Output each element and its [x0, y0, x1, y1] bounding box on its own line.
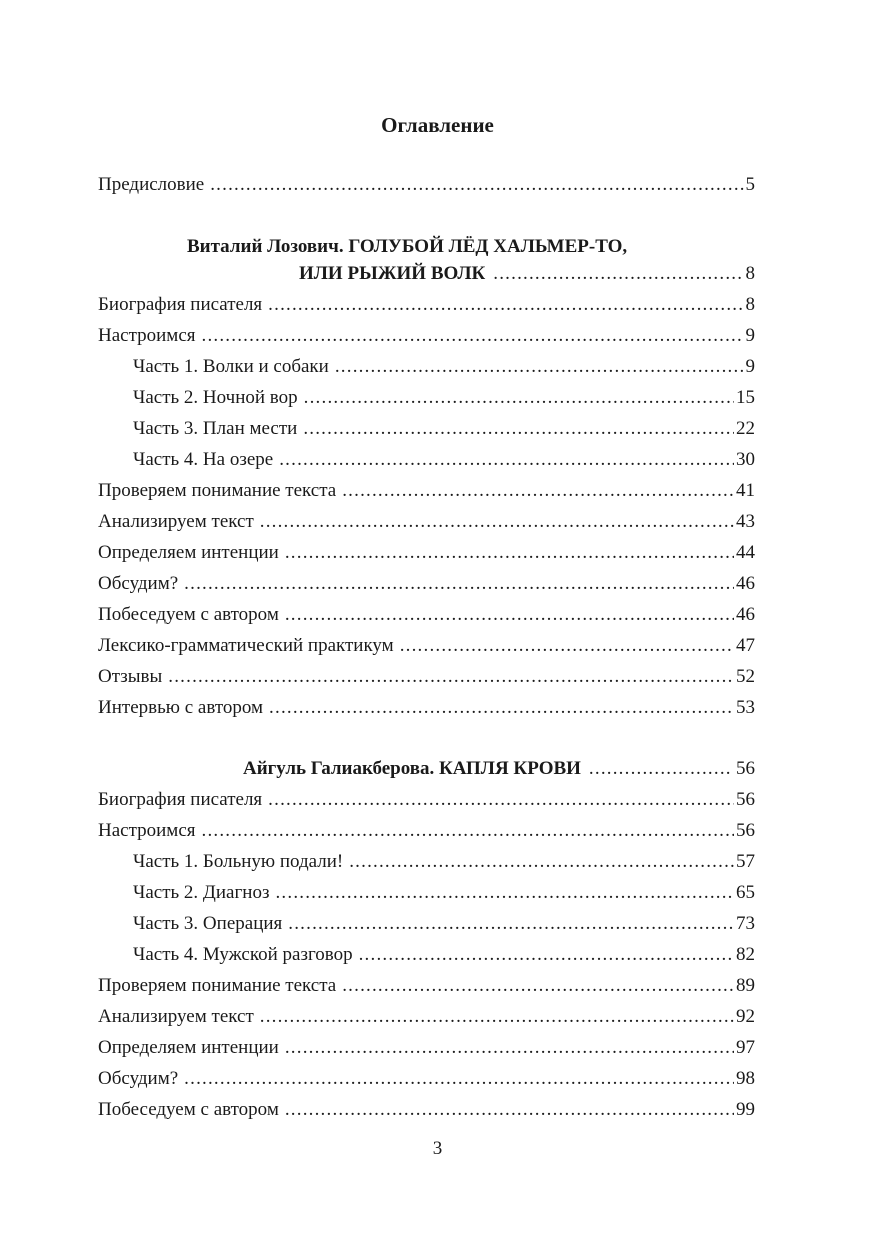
entry-label: Предисловие	[98, 174, 205, 195]
section-heading-row	[299, 260, 755, 288]
toc-entry	[98, 540, 755, 566]
toc-entry	[98, 695, 755, 721]
entry-label: Биография писателя	[98, 294, 263, 315]
dot-leader	[335, 354, 744, 380]
entry-page: 82	[736, 944, 755, 965]
dot-leader	[303, 416, 734, 442]
section-heading-row	[243, 755, 755, 783]
entry-label: Отзывы	[98, 666, 163, 687]
entry-page: 98	[736, 1068, 755, 1089]
toc-entry	[133, 849, 755, 875]
toc-entry	[133, 880, 755, 906]
toc-entry	[98, 1035, 755, 1061]
entry-page: 5	[745, 174, 755, 195]
dot-leader	[268, 787, 734, 813]
toc-entry	[133, 354, 755, 380]
page-title: Оглавление	[381, 113, 494, 137]
entry-label: Часть 1. Волки и собаки	[133, 356, 329, 377]
dot-leader	[260, 1004, 734, 1030]
toc-entry	[133, 385, 755, 411]
entry-page: 99	[736, 1099, 755, 1120]
dot-leader	[202, 323, 744, 349]
toc-entry	[133, 911, 755, 937]
entry-page: 73	[736, 913, 755, 934]
section-heading-cont: ИЛИ РЫЖИЙ ВОЛК	[299, 263, 486, 284]
entry-page: 53	[736, 697, 755, 718]
entry-page: 9	[745, 325, 755, 346]
dot-leader	[275, 880, 734, 906]
toc-entry	[98, 787, 755, 813]
toc-entry	[98, 292, 755, 318]
dot-leader	[285, 1097, 734, 1123]
entry-page: 97	[736, 1037, 755, 1058]
dot-leader	[210, 172, 743, 198]
dot-leader	[168, 664, 734, 690]
toc-entry	[133, 942, 755, 968]
entry-label: Анализируем текст	[98, 1006, 254, 1027]
entry-page: 57	[736, 851, 755, 872]
dot-leader	[285, 602, 734, 628]
dot-leader	[359, 942, 734, 968]
entry-label: Обсудим?	[98, 1068, 179, 1089]
toc-entry	[98, 172, 755, 198]
toc-entry	[133, 416, 755, 442]
toc-entry	[98, 818, 755, 844]
toc-entry	[133, 447, 755, 473]
entry-page: 8	[745, 263, 755, 284]
dot-leader	[304, 385, 734, 411]
dot-leader	[400, 633, 734, 659]
entry-label: Часть 4. Мужской разговор	[133, 944, 353, 965]
entry-page: 47	[736, 635, 755, 656]
dot-leader	[589, 755, 732, 783]
entry-label: Побеседуем с автором	[98, 604, 279, 625]
toc-entry	[98, 571, 755, 597]
entry-page: 56	[736, 789, 755, 810]
dot-leader	[342, 973, 734, 999]
entry-label: Настроимся	[98, 820, 196, 841]
dot-leader	[269, 695, 734, 721]
entry-label: Проверяем понимание текста	[98, 480, 337, 501]
section-heading: Виталий Лозович. ГОЛУБОЙ ЛЁД ХАЛЬМЕР-ТО,	[187, 236, 628, 257]
entry-page: 56	[736, 758, 755, 779]
entry-label: Настроимся	[98, 325, 196, 346]
entry-label: Определяем интенции	[98, 1037, 279, 1058]
entry-page: 8	[745, 294, 755, 315]
entry-page: 9	[745, 356, 755, 377]
entry-page: 92	[736, 1006, 755, 1027]
entry-label: Анализируем текст	[98, 511, 254, 532]
entry-label: Часть 4. На озере	[133, 449, 274, 470]
toc-entry	[98, 1004, 755, 1030]
entry-page: 46	[736, 573, 755, 594]
entry-page: 52	[736, 666, 755, 687]
entry-label: Проверяем понимание текста	[98, 975, 337, 996]
toc-entry	[98, 323, 755, 349]
entry-page: 41	[736, 480, 755, 501]
dot-leader	[349, 849, 734, 875]
dot-leader	[493, 260, 741, 288]
entry-page: 46	[736, 604, 755, 625]
entry-label: Часть 2. Ночной вор	[133, 387, 298, 408]
toc-entry	[98, 1066, 755, 1092]
dot-leader	[202, 818, 735, 844]
entry-page: 65	[736, 882, 755, 903]
toc-entry	[98, 633, 755, 659]
entry-label: Часть 3. План мести	[133, 418, 298, 439]
dot-leader	[184, 1066, 734, 1092]
dot-leader	[342, 478, 734, 504]
dot-leader	[285, 540, 734, 566]
dot-leader	[184, 571, 734, 597]
dot-leader	[285, 1035, 734, 1061]
dot-leader	[279, 447, 734, 473]
toc-entry	[98, 664, 755, 690]
toc-entry	[98, 1097, 755, 1123]
toc-entry	[98, 509, 755, 535]
entry-label: Часть 2. Диагноз	[133, 882, 270, 903]
entry-label: Лексико-грамматический практикум	[98, 635, 394, 656]
entry-page: 56	[736, 820, 755, 841]
entry-label: Обсудим?	[98, 573, 179, 594]
entry-page: 89	[736, 975, 755, 996]
section-heading: Айгуль Галиакберова. КАПЛЯ КРОВИ	[243, 758, 581, 779]
entry-label: Интервью с автором	[98, 697, 264, 718]
entry-label: Часть 3. Операция	[133, 913, 283, 934]
toc-entry	[98, 973, 755, 999]
entry-page: 30	[736, 449, 755, 470]
entry-page: 44	[736, 542, 755, 563]
dot-leader	[288, 911, 734, 937]
toc-entry	[98, 478, 755, 504]
dot-leader	[268, 292, 743, 318]
entry-page: 15	[736, 387, 755, 408]
entry-label: Определяем интенции	[98, 542, 279, 563]
entry-label: Побеседуем с автором	[98, 1099, 279, 1120]
entry-label: Биография писателя	[98, 789, 263, 810]
dot-leader	[260, 509, 734, 535]
entry-page: 43	[736, 511, 755, 532]
entry-page: 22	[736, 418, 755, 439]
page-number: 3	[432, 1138, 443, 1159]
entry-label: Часть 1. Больную подали!	[133, 851, 344, 872]
toc-entry	[98, 602, 755, 628]
